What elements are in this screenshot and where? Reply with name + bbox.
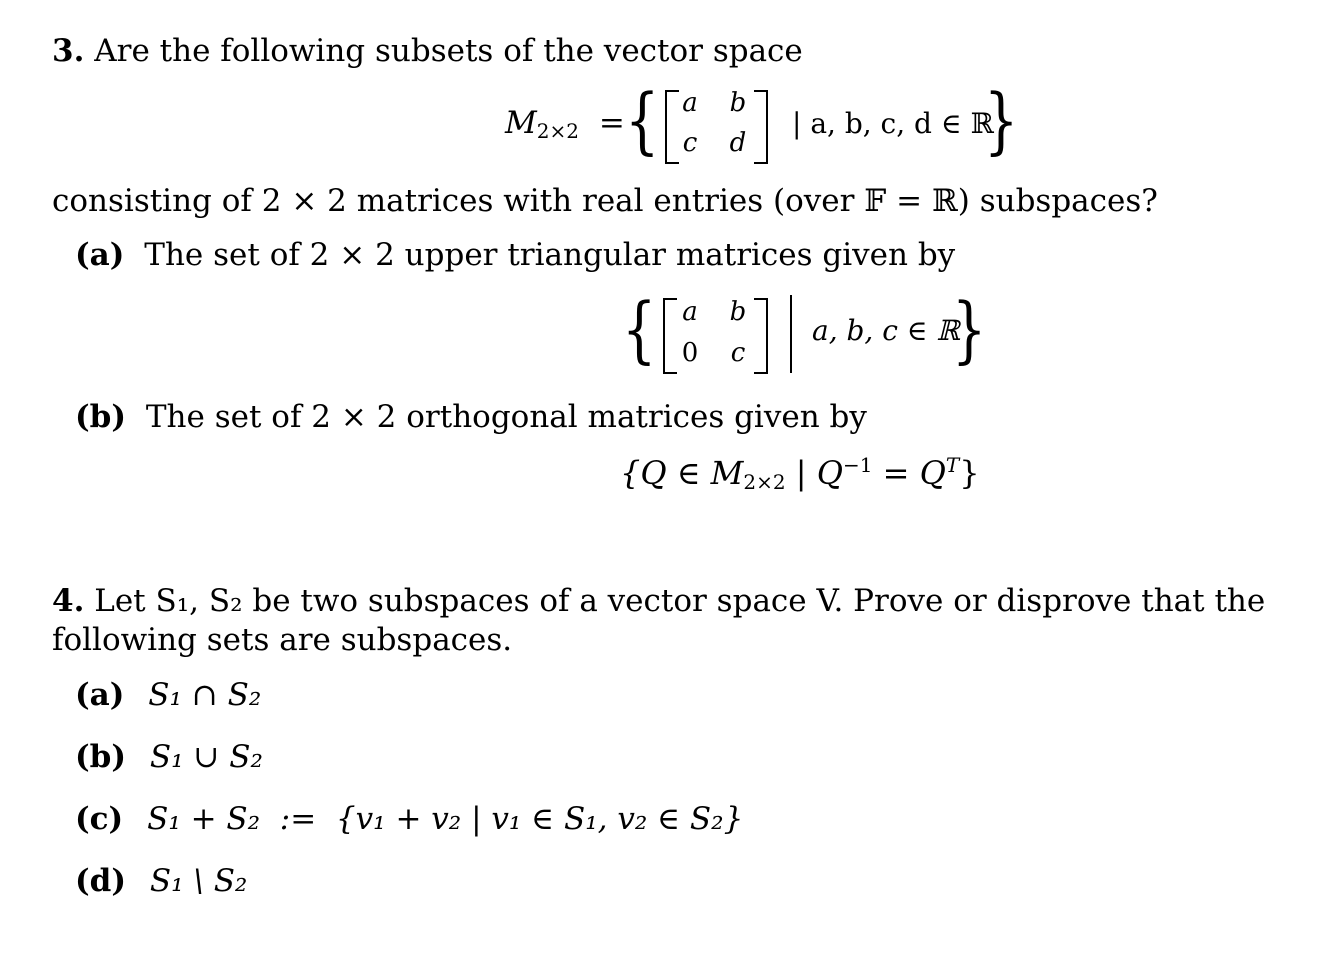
part-label: (b) (75, 399, 127, 435)
part-expression: S₁ ∩ S₂ (148, 677, 262, 713)
part-expression: S₁ + S₂ := {v₁ + v₂ | v₁ ∈ S₁, v₂ ∈ S₂} (147, 801, 744, 837)
problem-4-part-d (75, 862, 247, 900)
matrix-cell: b (729, 297, 747, 327)
matrix-left-bracket (665, 90, 679, 164)
problem-4-heading (52, 582, 1265, 620)
space-condition: | a, b, c, d ∈ ℝ (792, 107, 994, 140)
problem-4-intro-continued: following sets are subspaces. (52, 622, 513, 658)
matrix-left-bracket (663, 298, 677, 374)
matrix-cell: b (729, 88, 747, 118)
left-brace: { (625, 78, 660, 162)
matrix-cell: a (682, 88, 698, 118)
such-that-bar (790, 295, 792, 373)
part-expression: S₁ ∪ S₂ (149, 739, 263, 775)
problem-3-continuation: consisting of 2 × 2 matrices with real entries (over 𝔽 = ℝ) subspaces? (52, 183, 1158, 219)
part-label: (b) (75, 739, 127, 775)
problem-3-part-b (75, 398, 867, 436)
problem-4-part-a (75, 676, 261, 714)
part-expression: S₁ \ S₂ (149, 863, 248, 899)
orthogonal-set: {Q ∈ $M_{2\times 2}$ | $Q^{-1} = Q^T$} (620, 453, 980, 494)
problem-3-intro: Are the following subsets of the vector space (94, 33, 803, 69)
problem-3-part-a (75, 236, 955, 274)
part-label: (a) (75, 237, 125, 273)
matrix-right-bracket (754, 298, 768, 374)
right-brace: } (984, 78, 1019, 162)
space-lhs: $M_{2\times 2}$ = (505, 105, 625, 143)
problem-3-number: 3. (52, 33, 85, 69)
part-label: (c) (75, 801, 124, 837)
set-condition: a, b, c ∈ ℝ (812, 314, 960, 347)
problem-4-part-b (75, 738, 263, 776)
problem-4-part-c (75, 800, 743, 838)
part-label: (d) (75, 863, 127, 899)
matrix-cell: d (729, 128, 747, 158)
matrix-right-bracket (754, 90, 768, 164)
matrix-cell: c (682, 128, 698, 158)
matrix-cell: 0 (681, 338, 699, 368)
right-brace: } (952, 287, 987, 371)
problem-4-number: 4. (52, 583, 85, 619)
problem-4-intro: Let S₁, S₂ be two subspaces of a vector space V. Prove or disprove that the (94, 583, 1266, 619)
matrix-cell: a (682, 297, 698, 327)
part-label: (a) (75, 677, 125, 713)
matrix-cell: c (730, 338, 746, 368)
left-brace: { (622, 287, 657, 371)
problem-3-heading (52, 32, 803, 70)
part-text: The set of 2 × 2 orthogonal matrices given by (145, 399, 867, 435)
part-text: The set of 2 × 2 upper triangular matrices given by (144, 237, 956, 273)
